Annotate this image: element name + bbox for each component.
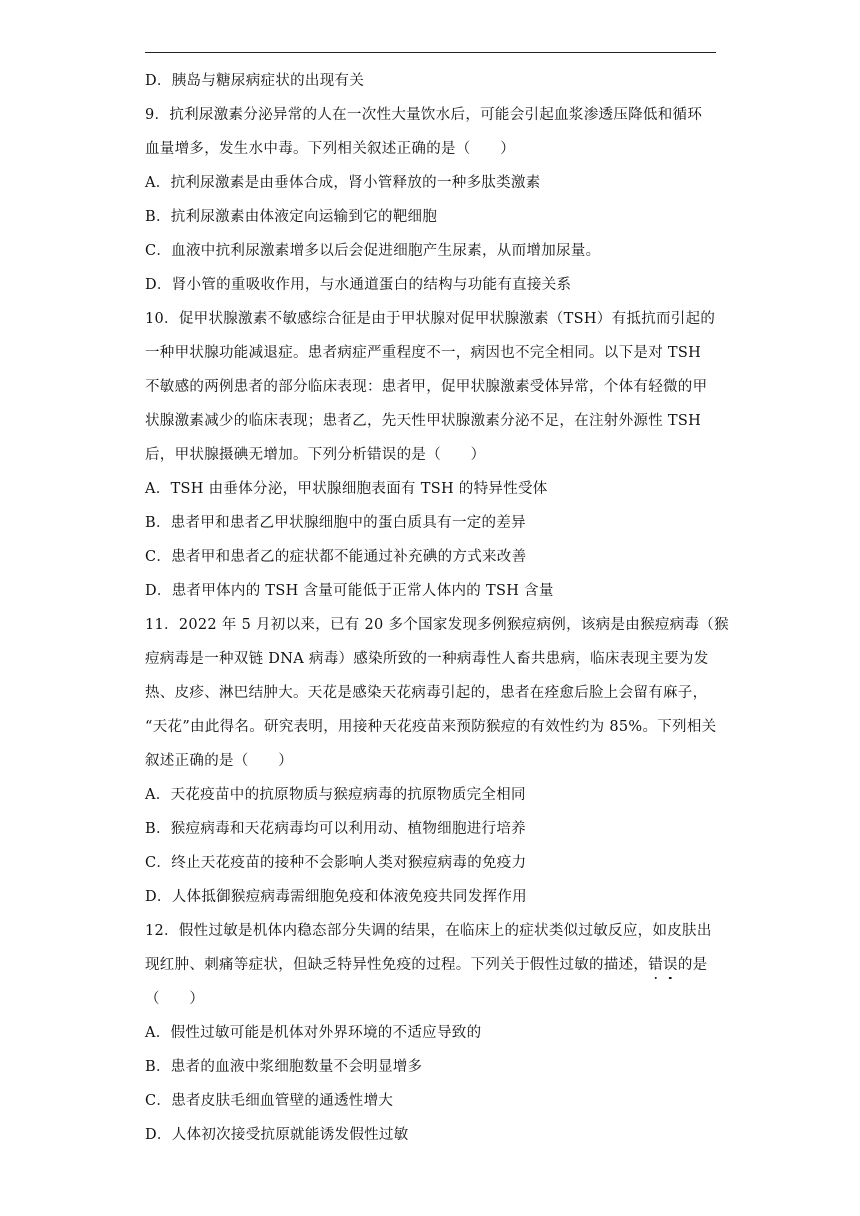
q10-stem-line-4: 状腺激素减少的临床表现；患者乙，先天性甲状腺激素分泌不足，在注射外源性 TSH: [145, 413, 702, 429]
q10-option-c: C．患者甲和患者乙的症状都不能通过补充碘的方式来改善: [145, 549, 527, 565]
q12-option-b: B．患者的血液中浆细胞数量不会明显增多: [145, 1059, 423, 1075]
header-rule: [145, 52, 716, 53]
q10-stem-line-2: 一种甲状腺功能减退症。患者病症严重程度不一，病因也不完全相同。以下是对 TSH: [145, 345, 702, 361]
q11-option-a: A．天花疫苗中的抗原物质与猴痘病毒的抗原物质完全相同: [145, 787, 526, 803]
q9-option-d: D．肾小管的重吸收作用，与水通道蛋白的结构与功能有直接关系: [145, 277, 572, 293]
emphasis-char-2: 误: [663, 948, 678, 982]
q12-option-a: A．假性过敏可能是机体对外界环境的不适应导致的: [145, 1025, 482, 1041]
q12-stem-line-1: 12．假性过敏是机体内稳态部分失调的结果，在临床上的症状类似过敏反应，如皮肤出: [145, 923, 712, 939]
q9-option-a: A．抗利尿激素是由垂体合成，肾小管释放的一种多肽类激素: [145, 175, 541, 191]
q10-option-b: B．患者甲和患者乙甲状腺细胞中的蛋白质具有一定的差异: [145, 515, 526, 531]
q12-stem-line-2: [145, 948, 716, 982]
q12-stem-text: 现红肿、刺痛等症状，但缺乏特异性免疫的过程。下列关于假性过敏的描述，: [145, 957, 649, 973]
q10-stem-line-1: 10．促甲状腺激素不敏感综合征是由于甲状腺对促甲状腺激素（TSH）有抵抗而引起的: [145, 311, 716, 327]
exam-page-content: [145, 64, 729, 1152]
q9-stem-line-1: 9．抗利尿激素分泌异常的人在一次性大量饮水后，可能会引起血浆渗透压降低和循环: [145, 107, 703, 123]
q11-option-b: B．猴痘病毒和天花病毒均可以利用动、植物细胞进行培养: [145, 821, 526, 837]
q10-option-a: A．TSH 由垂体分泌，甲状腺细胞表面有 TSH 的特异性受体: [145, 481, 548, 497]
q11-stem-line-3: 热、皮疹、淋巴结肿大。天花是感染天花病毒引起的，患者在痊愈后脸上会留有麻子，: [145, 685, 708, 701]
q9-option-b: B．抗利尿激素由体液定向运输到它的靶细胞: [145, 209, 438, 225]
q11-option-d: D．人体抵御猴痘病毒需细胞免疫和体液免疫共同发挥作用: [145, 889, 527, 905]
q11-stem-line-1: 11．2022 年 5 月初以来，已有 20 多个国家发现多例猴痘病例，该病是由猴痘病毒（猴: [145, 617, 729, 633]
q12-option-c: C．患者皮肤毛细血管壁的通透性增大: [145, 1093, 394, 1109]
q11-stem-line-5: 叙述正确的是（ ）: [145, 753, 293, 769]
q12-option-d: D．人体初次接受抗原就能诱发假性过敏: [145, 1127, 409, 1143]
q11-stem-line-2: 痘病毒是一种双链 DNA 病毒）感染所致的一种病毒性人畜共患病，临床表现主要为发: [145, 651, 709, 667]
q9-stem-line-2: 血量增多，发生水中毒。下列相关叙述正确的是（ ）: [145, 141, 515, 157]
q8-option-d: D．胰岛与糖尿病症状的出现有关: [145, 73, 365, 89]
q11-option-c: C．终止天花疫苗的接种不会影响人类对猴痘病毒的免疫力: [145, 855, 527, 871]
q12-answer-blank: （ ）: [145, 991, 205, 1007]
q10-option-d: D．患者甲体内的 TSH 含量可能低于正常人体内的 TSH 含量: [145, 583, 554, 599]
emphasis-char-1: 错: [648, 948, 663, 982]
q10-stem-line-5: 后，甲状腺摄碘无增加。下列分析错误的是（ ）: [145, 447, 486, 463]
q12-stem-tail: 的是: [677, 957, 708, 973]
q10-stem-line-3: 不敏感的两例患者的部分临床表现：患者甲，促甲状腺激素受体异常，个体有轻微的甲: [145, 379, 708, 395]
q9-option-c: C．血液中抗利尿激素增多以后会促进细胞产生尿素，从而增加尿量。: [145, 243, 601, 259]
q11-stem-line-4: “天花”由此得名。研究表明，用接种天花疫苗来预防猴痘的有效性约为 85%。下列相关: [145, 719, 717, 735]
